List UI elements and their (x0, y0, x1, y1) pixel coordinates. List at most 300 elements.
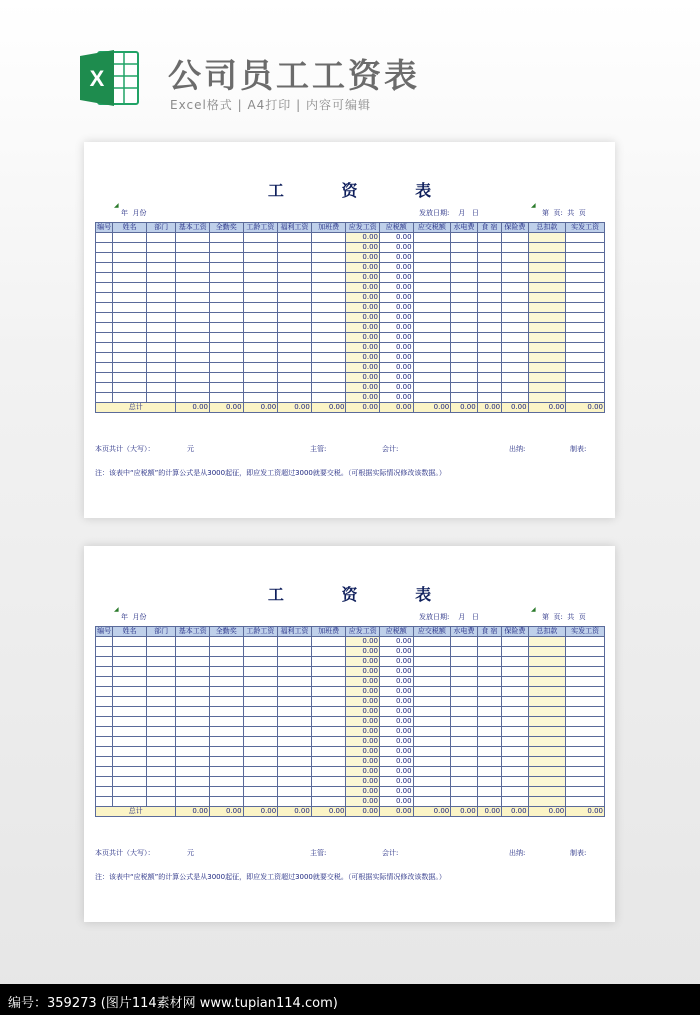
total-cell[interactable]: 0.00 (311, 807, 346, 817)
table-cell[interactable] (566, 253, 605, 263)
table-cell[interactable] (210, 343, 244, 353)
total-cell[interactable]: 0.00 (528, 807, 566, 817)
table-cell[interactable] (502, 313, 528, 323)
table-cell[interactable] (113, 393, 147, 403)
table-cell[interactable] (96, 333, 113, 343)
table-cell[interactable] (278, 787, 312, 797)
total-cell[interactable]: 0.00 (566, 403, 605, 413)
table-cell[interactable] (451, 323, 477, 333)
table-cell[interactable] (566, 727, 605, 737)
table-cell[interactable] (176, 243, 210, 253)
table-cell[interactable] (528, 637, 566, 647)
table-cell[interactable] (176, 647, 210, 657)
table-cell[interactable] (278, 637, 312, 647)
table-cell[interactable] (311, 323, 346, 333)
table-cell[interactable] (477, 787, 501, 797)
table-cell[interactable]: 0.00 (380, 363, 414, 373)
table-cell[interactable] (528, 253, 566, 263)
table-cell[interactable] (278, 253, 312, 263)
table-cell[interactable] (311, 383, 346, 393)
table-cell[interactable] (146, 667, 176, 677)
table-cell[interactable] (451, 657, 477, 667)
table-cell[interactable] (502, 273, 528, 283)
table-cell[interactable]: 0.00 (346, 647, 380, 657)
table-cell[interactable] (278, 393, 312, 403)
table-cell[interactable] (451, 303, 477, 313)
table-cell[interactable]: 0.00 (380, 293, 414, 303)
table-cell[interactable] (566, 283, 605, 293)
table-cell[interactable]: 0.00 (380, 383, 414, 393)
table-cell[interactable] (502, 393, 528, 403)
table-cell[interactable] (113, 273, 147, 283)
table-cell[interactable] (210, 233, 244, 243)
table-cell[interactable] (451, 737, 477, 747)
table-cell[interactable]: 0.00 (380, 687, 414, 697)
table-cell[interactable] (243, 777, 278, 787)
table-cell[interactable] (528, 353, 566, 363)
table-cell[interactable]: 0.00 (346, 263, 380, 273)
table-cell[interactable] (528, 343, 566, 353)
table-cell[interactable]: 0.00 (380, 737, 414, 747)
table-cell[interactable] (113, 747, 147, 757)
table-cell[interactable] (502, 717, 528, 727)
table-cell[interactable] (210, 707, 244, 717)
table-cell[interactable] (477, 797, 501, 807)
table-cell[interactable] (477, 637, 501, 647)
table-cell[interactable]: 0.00 (346, 747, 380, 757)
table-cell[interactable] (528, 667, 566, 677)
table-cell[interactable] (413, 747, 451, 757)
table-cell[interactable] (311, 283, 346, 293)
table-cell[interactable] (566, 303, 605, 313)
table-cell[interactable] (311, 687, 346, 697)
table-cell[interactable]: 0.00 (380, 667, 414, 677)
table-cell[interactable] (146, 657, 176, 667)
table-cell[interactable] (96, 747, 113, 757)
table-cell[interactable] (528, 747, 566, 757)
table-cell[interactable] (566, 767, 605, 777)
table-cell[interactable]: 0.00 (380, 313, 414, 323)
table-cell[interactable] (311, 363, 346, 373)
table-cell[interactable] (146, 777, 176, 787)
table-cell[interactable] (413, 353, 451, 363)
table-cell[interactable] (113, 283, 147, 293)
table-cell[interactable] (311, 647, 346, 657)
table-cell[interactable] (210, 363, 244, 373)
table-cell[interactable] (113, 363, 147, 373)
table-cell[interactable] (96, 737, 113, 747)
table-cell[interactable] (311, 343, 346, 353)
table-cell[interactable] (278, 383, 312, 393)
table-cell[interactable] (528, 787, 566, 797)
table-cell[interactable] (113, 677, 147, 687)
table-cell[interactable]: 0.00 (346, 737, 380, 747)
table-cell[interactable] (210, 667, 244, 677)
table-cell[interactable] (96, 303, 113, 313)
table-cell[interactable] (528, 717, 566, 727)
total-cell[interactable]: 0.00 (243, 403, 278, 413)
table-cell[interactable] (146, 393, 176, 403)
table-cell[interactable] (413, 363, 451, 373)
table-cell[interactable] (278, 353, 312, 363)
table-cell[interactable] (566, 363, 605, 373)
table-cell[interactable]: 0.00 (380, 253, 414, 263)
table-cell[interactable] (311, 243, 346, 253)
table-cell[interactable] (566, 273, 605, 283)
table-cell[interactable] (502, 737, 528, 747)
table-cell[interactable] (477, 697, 501, 707)
table-cell[interactable]: 0.00 (346, 697, 380, 707)
table-cell[interactable] (413, 323, 451, 333)
table-cell[interactable] (451, 767, 477, 777)
table-cell[interactable] (146, 637, 176, 647)
table-cell[interactable] (528, 647, 566, 657)
table-cell[interactable] (176, 303, 210, 313)
table-cell[interactable] (566, 373, 605, 383)
table-cell[interactable] (113, 687, 147, 697)
table-cell[interactable] (477, 667, 501, 677)
table-cell[interactable] (243, 283, 278, 293)
table-cell[interactable] (413, 313, 451, 323)
table-cell[interactable]: 0.00 (346, 243, 380, 253)
table-cell[interactable] (210, 727, 244, 737)
table-cell[interactable]: 0.00 (346, 233, 380, 243)
table-cell[interactable] (210, 637, 244, 647)
table-cell[interactable] (146, 233, 176, 243)
table-cell[interactable]: 0.00 (380, 323, 414, 333)
table-cell[interactable] (413, 737, 451, 747)
table-cell[interactable] (96, 243, 113, 253)
table-cell[interactable] (278, 323, 312, 333)
table-cell[interactable] (210, 767, 244, 777)
table-cell[interactable] (176, 787, 210, 797)
table-cell[interactable] (176, 747, 210, 757)
table-cell[interactable] (210, 273, 244, 283)
table-cell[interactable] (210, 787, 244, 797)
table-cell[interactable] (278, 243, 312, 253)
table-cell[interactable] (146, 313, 176, 323)
table-cell[interactable] (502, 373, 528, 383)
table-cell[interactable] (502, 293, 528, 303)
total-cell[interactable]: 0.00 (477, 403, 501, 413)
table-cell[interactable] (413, 767, 451, 777)
table-cell[interactable] (176, 687, 210, 697)
table-cell[interactable] (566, 697, 605, 707)
table-cell[interactable] (502, 677, 528, 687)
table-cell[interactable] (146, 363, 176, 373)
table-cell[interactable] (413, 667, 451, 677)
table-cell[interactable] (311, 303, 346, 313)
table-cell[interactable] (477, 707, 501, 717)
table-cell[interactable] (113, 343, 147, 353)
table-cell[interactable]: 0.00 (346, 797, 380, 807)
table-cell[interactable] (278, 797, 312, 807)
table-cell[interactable] (96, 233, 113, 243)
table-cell[interactable] (477, 647, 501, 657)
table-cell[interactable] (477, 283, 501, 293)
table-cell[interactable] (113, 353, 147, 363)
table-cell[interactable] (451, 253, 477, 263)
table-cell[interactable] (311, 313, 346, 323)
table-cell[interactable] (566, 333, 605, 343)
table-cell[interactable] (413, 233, 451, 243)
table-cell[interactable] (451, 383, 477, 393)
table-cell[interactable] (413, 383, 451, 393)
table-cell[interactable] (502, 747, 528, 757)
table-cell[interactable] (413, 333, 451, 343)
table-cell[interactable] (528, 393, 566, 403)
table-cell[interactable] (566, 687, 605, 697)
table-cell[interactable] (278, 777, 312, 787)
total-cell[interactable]: 0.00 (528, 403, 566, 413)
table-cell[interactable] (311, 677, 346, 687)
table-cell[interactable] (113, 707, 147, 717)
table-cell[interactable] (243, 273, 278, 283)
table-cell[interactable] (210, 797, 244, 807)
table-cell[interactable] (278, 273, 312, 283)
table-cell[interactable] (477, 747, 501, 757)
table-cell[interactable]: 0.00 (380, 263, 414, 273)
table-cell[interactable] (528, 273, 566, 283)
table-cell[interactable] (176, 323, 210, 333)
table-cell[interactable] (451, 757, 477, 767)
table-cell[interactable] (243, 687, 278, 697)
table-cell[interactable]: 0.00 (346, 637, 380, 647)
table-cell[interactable] (451, 243, 477, 253)
table-cell[interactable]: 0.00 (346, 787, 380, 797)
table-cell[interactable] (278, 343, 312, 353)
table-cell[interactable] (176, 767, 210, 777)
table-cell[interactable] (176, 727, 210, 737)
table-cell[interactable]: 0.00 (346, 293, 380, 303)
table-cell[interactable] (502, 243, 528, 253)
table-cell[interactable]: 0.00 (380, 393, 414, 403)
table-cell[interactable] (96, 313, 113, 323)
table-cell[interactable] (477, 243, 501, 253)
table-cell[interactable] (243, 757, 278, 767)
table-cell[interactable] (528, 757, 566, 767)
table-cell[interactable] (278, 677, 312, 687)
table-cell[interactable] (96, 373, 113, 383)
table-cell[interactable] (528, 777, 566, 787)
table-cell[interactable] (146, 787, 176, 797)
table-cell[interactable] (113, 323, 147, 333)
table-cell[interactable]: 0.00 (346, 657, 380, 667)
table-cell[interactable] (566, 647, 605, 657)
table-cell[interactable] (502, 697, 528, 707)
table-cell[interactable] (451, 363, 477, 373)
table-cell[interactable] (146, 717, 176, 727)
table-cell[interactable] (451, 687, 477, 697)
table-cell[interactable] (502, 263, 528, 273)
table-cell[interactable] (502, 383, 528, 393)
table-cell[interactable]: 0.00 (346, 707, 380, 717)
table-cell[interactable] (528, 263, 566, 273)
table-cell[interactable]: 0.00 (346, 273, 380, 283)
table-cell[interactable] (96, 667, 113, 677)
table-cell[interactable] (96, 323, 113, 333)
table-cell[interactable] (96, 687, 113, 697)
table-cell[interactable] (176, 233, 210, 243)
table-cell[interactable] (176, 293, 210, 303)
table-cell[interactable] (311, 263, 346, 273)
table-cell[interactable] (210, 687, 244, 697)
table-cell[interactable] (451, 233, 477, 243)
table-cell[interactable]: 0.00 (346, 353, 380, 363)
table-cell[interactable] (210, 717, 244, 727)
table-cell[interactable] (528, 313, 566, 323)
table-cell[interactable] (96, 797, 113, 807)
table-cell[interactable] (311, 787, 346, 797)
table-cell[interactable] (413, 697, 451, 707)
table-cell[interactable]: 0.00 (380, 777, 414, 787)
table-cell[interactable]: 0.00 (346, 333, 380, 343)
table-cell[interactable] (146, 727, 176, 737)
total-cell[interactable]: 0.00 (502, 403, 528, 413)
total-cell[interactable]: 0.00 (278, 807, 312, 817)
table-cell[interactable] (96, 273, 113, 283)
table-cell[interactable]: 0.00 (346, 303, 380, 313)
table-cell[interactable] (311, 233, 346, 243)
table-cell[interactable] (243, 293, 278, 303)
table-cell[interactable] (210, 393, 244, 403)
table-cell[interactable]: 0.00 (380, 273, 414, 283)
table-cell[interactable] (210, 263, 244, 273)
table-cell[interactable]: 0.00 (380, 373, 414, 383)
table-cell[interactable] (96, 383, 113, 393)
table-cell[interactable] (243, 313, 278, 323)
table-cell[interactable] (278, 767, 312, 777)
table-cell[interactable] (176, 343, 210, 353)
table-cell[interactable] (451, 637, 477, 647)
table-cell[interactable] (566, 667, 605, 677)
table-cell[interactable] (502, 647, 528, 657)
table-cell[interactable] (528, 737, 566, 747)
table-cell[interactable]: 0.00 (346, 727, 380, 737)
table-cell[interactable] (413, 757, 451, 767)
table-cell[interactable] (96, 253, 113, 263)
table-cell[interactable] (413, 273, 451, 283)
table-cell[interactable] (176, 363, 210, 373)
table-cell[interactable] (176, 797, 210, 807)
table-cell[interactable] (243, 657, 278, 667)
table-cell[interactable]: 0.00 (346, 767, 380, 777)
table-cell[interactable] (243, 363, 278, 373)
table-cell[interactable] (210, 383, 244, 393)
table-cell[interactable] (451, 293, 477, 303)
table-cell[interactable] (502, 363, 528, 373)
table-cell[interactable] (566, 787, 605, 797)
table-cell[interactable] (502, 667, 528, 677)
table-cell[interactable] (176, 667, 210, 677)
table-cell[interactable] (210, 323, 244, 333)
total-cell[interactable]: 0.00 (413, 403, 451, 413)
table-cell[interactable] (176, 393, 210, 403)
table-cell[interactable] (566, 747, 605, 757)
table-cell[interactable] (176, 333, 210, 343)
table-cell[interactable] (96, 717, 113, 727)
table-cell[interactable] (210, 757, 244, 767)
table-cell[interactable] (413, 707, 451, 717)
table-cell[interactable] (113, 293, 147, 303)
total-cell[interactable]: 0.00 (278, 403, 312, 413)
table-cell[interactable] (113, 253, 147, 263)
table-cell[interactable]: 0.00 (346, 363, 380, 373)
table-cell[interactable] (566, 383, 605, 393)
table-cell[interactable] (278, 263, 312, 273)
table-cell[interactable] (146, 737, 176, 747)
table-cell[interactable] (502, 637, 528, 647)
table-cell[interactable] (176, 717, 210, 727)
table-cell[interactable] (243, 667, 278, 677)
table-cell[interactable] (311, 767, 346, 777)
table-cell[interactable] (451, 717, 477, 727)
table-cell[interactable]: 0.00 (380, 677, 414, 687)
table-cell[interactable] (413, 293, 451, 303)
table-cell[interactable] (311, 273, 346, 283)
table-cell[interactable] (278, 657, 312, 667)
table-cell[interactable] (146, 303, 176, 313)
total-cell[interactable]: 0.00 (243, 807, 278, 817)
table-cell[interactable] (278, 697, 312, 707)
table-cell[interactable] (451, 263, 477, 273)
table-cell[interactable] (477, 393, 501, 403)
table-cell[interactable]: 0.00 (380, 343, 414, 353)
table-cell[interactable] (176, 313, 210, 323)
table-cell[interactable] (96, 293, 113, 303)
table-cell[interactable] (566, 393, 605, 403)
table-cell[interactable] (113, 767, 147, 777)
table-cell[interactable] (210, 303, 244, 313)
table-cell[interactable] (146, 383, 176, 393)
table-cell[interactable] (311, 727, 346, 737)
table-cell[interactable] (477, 303, 501, 313)
table-cell[interactable] (502, 283, 528, 293)
table-cell[interactable] (96, 777, 113, 787)
table-cell[interactable] (311, 293, 346, 303)
table-cell[interactable] (278, 737, 312, 747)
table-cell[interactable] (502, 787, 528, 797)
table-cell[interactable] (413, 263, 451, 273)
table-cell[interactable] (566, 263, 605, 273)
total-cell[interactable]: 0.00 (176, 807, 210, 817)
table-cell[interactable] (477, 767, 501, 777)
table-cell[interactable] (176, 697, 210, 707)
table-cell[interactable] (566, 717, 605, 727)
table-cell[interactable] (146, 283, 176, 293)
table-cell[interactable] (477, 757, 501, 767)
total-cell[interactable]: 0.00 (413, 807, 451, 817)
table-cell[interactable] (477, 273, 501, 283)
table-cell[interactable] (528, 657, 566, 667)
table-cell[interactable]: 0.00 (380, 767, 414, 777)
table-cell[interactable] (243, 253, 278, 263)
table-cell[interactable] (113, 797, 147, 807)
table-cell[interactable] (210, 283, 244, 293)
table-cell[interactable] (311, 737, 346, 747)
table-cell[interactable] (451, 747, 477, 757)
table-cell[interactable] (528, 697, 566, 707)
table-cell[interactable] (210, 373, 244, 383)
table-cell[interactable] (146, 697, 176, 707)
table-cell[interactable] (243, 647, 278, 657)
table-cell[interactable] (210, 747, 244, 757)
table-cell[interactable] (113, 787, 147, 797)
table-cell[interactable] (243, 263, 278, 273)
table-cell[interactable] (113, 647, 147, 657)
table-cell[interactable] (502, 333, 528, 343)
table-cell[interactable] (96, 393, 113, 403)
